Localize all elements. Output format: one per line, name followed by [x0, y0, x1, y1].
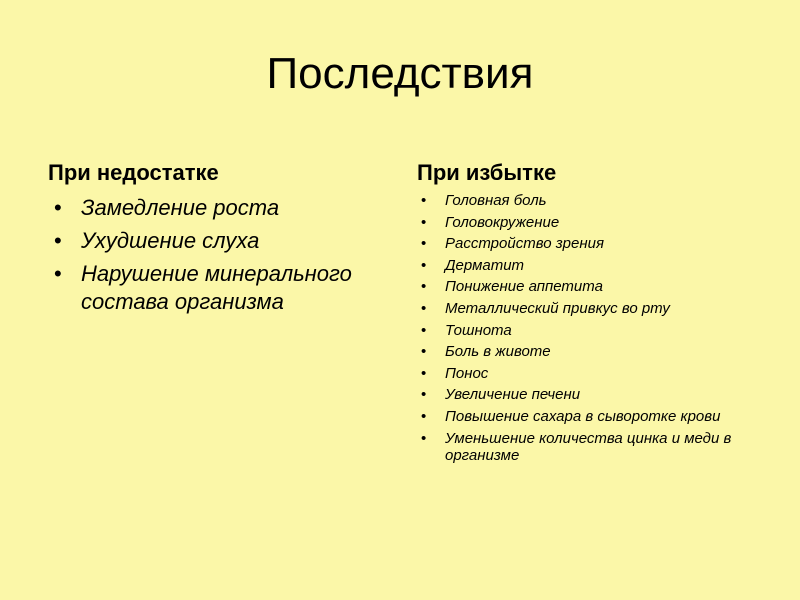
excess-list — [417, 192, 757, 464]
list-item: • Понижение аппетита — [417, 278, 757, 295]
list-item: • Ухудшение слуха — [48, 227, 378, 255]
list-item: • Увеличение печени — [417, 386, 757, 403]
list-item: • Головная боль — [417, 192, 757, 209]
deficiency-heading: При недостатке — [48, 160, 219, 185]
list-item: • Дерматит — [417, 257, 757, 274]
deficiency-column — [48, 158, 378, 321]
list-item: • Боль в животе — [417, 343, 757, 360]
list-item: • Понос — [417, 365, 757, 382]
list-item: • Уменьшение количества цинка и меди в организме — [417, 430, 757, 464]
slide-title: Последствия — [266, 49, 534, 98]
list-item: • Расстройство зрения — [417, 235, 757, 252]
list-item: • Головокружение — [417, 214, 757, 231]
list-item: • Металлический привкус во рту — [417, 300, 757, 317]
excess-column — [417, 158, 757, 468]
list-item: • Повышение сахара в сыворотке крови — [417, 408, 757, 425]
list-item: • Тошнота — [417, 322, 757, 339]
list-item: • Замедление роста — [48, 194, 378, 222]
excess-heading: При избытке — [417, 160, 557, 185]
deficiency-list — [48, 194, 378, 316]
list-item: • Нарушение минерального состава организма — [48, 260, 378, 316]
